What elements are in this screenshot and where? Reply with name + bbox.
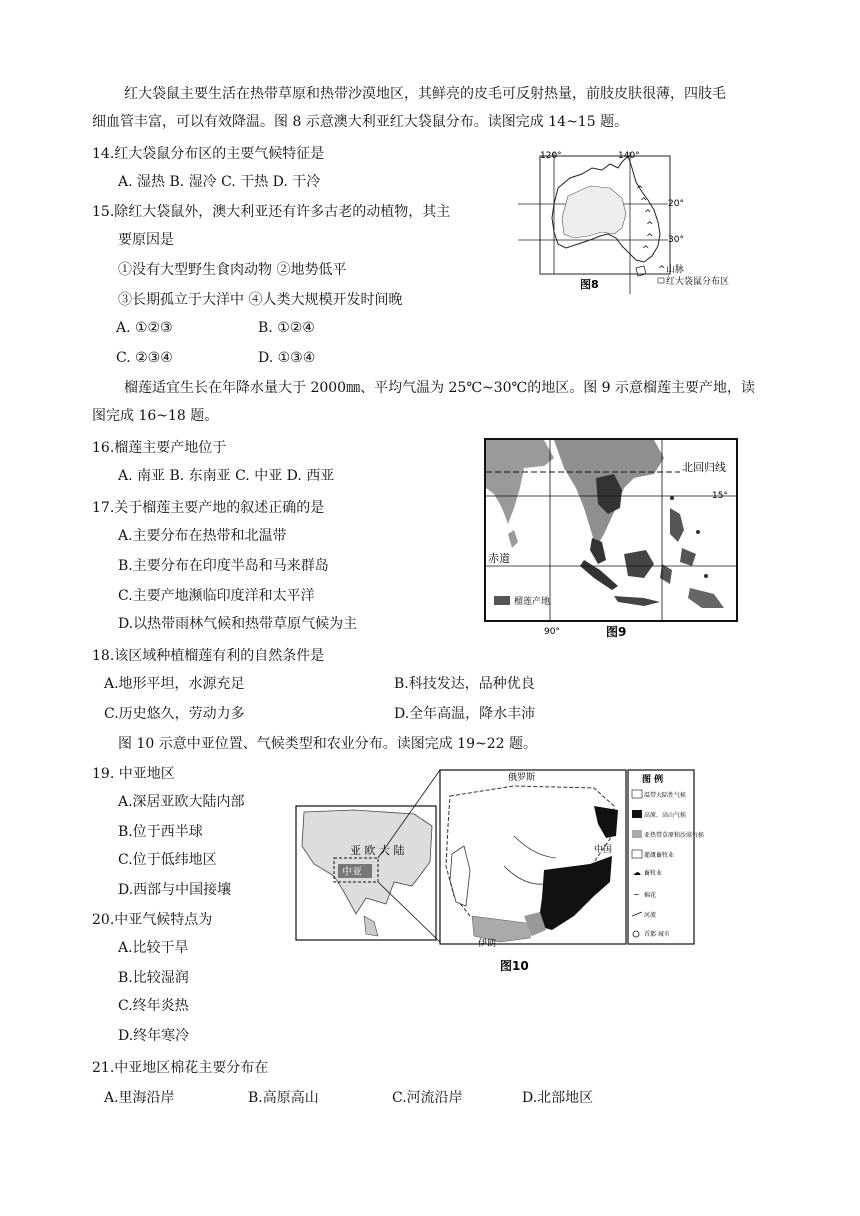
q21-option-c: C.河流沿岸 bbox=[392, 1090, 463, 1106]
fig9-legend-label: 榴莲产地 bbox=[514, 597, 551, 607]
fig10-legend-title: 图 例 bbox=[642, 775, 664, 785]
q17-stem: 17.关于榴莲主要产地的叙述正确的是 bbox=[92, 500, 325, 516]
fig8-lat-30: 30° bbox=[668, 235, 684, 245]
svg-text:^: ^ bbox=[640, 197, 648, 207]
fig9-caption: 图9 bbox=[606, 625, 627, 639]
fig8-legend-mountain-icon: ^ bbox=[658, 265, 666, 275]
figure-8-australia-map bbox=[518, 148, 754, 294]
figure-9-southeast-asia-map bbox=[484, 438, 740, 640]
svg-text:^: ^ bbox=[636, 185, 644, 195]
q18-option-b: B.科技发达，品种优良 bbox=[394, 676, 535, 692]
intro-19-22: 图 10 示意中亚位置、气候类型和农业分布。读图完成 19~22 题。 bbox=[118, 736, 537, 752]
q18-option-a: A.地形平坦，水源充足 bbox=[104, 676, 245, 692]
q18-stem: 18.该区域种植榴莲有利的自然条件是 bbox=[92, 648, 325, 664]
q17-option-a: A.主要分布在热带和北温带 bbox=[118, 528, 287, 544]
q20-option-a: A.比较干旱 bbox=[118, 940, 189, 956]
q17-option-d: D.以热带雨林气候和热带草原气候为主 bbox=[118, 616, 358, 632]
q16-options: A. 南亚 B. 东南亚 C. 中亚 D. 西亚 bbox=[118, 468, 335, 484]
fig9-lat-15: 15° bbox=[712, 491, 728, 501]
fig9-equator-label: 赤道 bbox=[488, 552, 510, 565]
fig8-lon-140: 140° bbox=[618, 151, 640, 161]
fig10-iran-label: 伊朗 bbox=[478, 939, 497, 949]
svg-text:^: ^ bbox=[646, 221, 654, 231]
fig10-legend-3: 灌溉畜牧业 bbox=[644, 852, 675, 859]
q17-option-c: C.主要产地濒临印度洋和太平洋 bbox=[118, 588, 315, 604]
q15-stem-line1: 15.除红大袋鼠外，澳大利亚还有许多古老的动植物，其主 bbox=[92, 204, 451, 220]
q19-option-d: D.西部与中国接壤 bbox=[118, 882, 232, 898]
svg-text:^: ^ bbox=[644, 209, 652, 219]
q18-option-d: D.全年高温，降水丰沛 bbox=[394, 706, 536, 722]
q15-option-b: B. ①②④ bbox=[258, 320, 315, 336]
q16-stem: 16.榴莲主要产地位于 bbox=[92, 440, 227, 456]
q19-option-a: A.深居亚欧大陆内部 bbox=[118, 794, 245, 810]
fig10-russia-label: 俄罗斯 bbox=[508, 773, 536, 783]
fig10-legend-cotton-icon: ∽ bbox=[633, 890, 640, 899]
figure-10-central-asia-map bbox=[294, 766, 705, 978]
fig9-lon-90: 90° bbox=[544, 627, 560, 637]
fig10-caption: 图10 bbox=[500, 959, 529, 973]
fig10-legend-5: 棉花 bbox=[644, 892, 657, 899]
fig8-legend-area: 红大袋鼠分布区 bbox=[666, 277, 730, 287]
q14-stem: 14.红大袋鼠分布区的主要气候特征是 bbox=[92, 146, 325, 162]
fig8-caption: 图8 bbox=[580, 278, 599, 291]
fig10-continent-label: 亚 欧 大 陆 bbox=[350, 844, 405, 857]
fig8-lon-120: 120° bbox=[540, 151, 562, 161]
q15-option-a: A. ①②③ bbox=[116, 320, 173, 336]
q21-stem: 21.中亚地区棉花主要分布在 bbox=[92, 1060, 269, 1076]
q20-option-d: D.终年寒冷 bbox=[118, 1028, 190, 1044]
fig10-legend-livestock-icon: ☁ bbox=[633, 868, 641, 877]
q21-option-b: B.高原高山 bbox=[248, 1090, 319, 1106]
q20-option-c: C.终年炎热 bbox=[118, 998, 189, 1014]
q15-item-line1: ①没有大型野生食肉动物 ②地势低平 bbox=[118, 262, 347, 278]
q15-option-d: D. ①③④ bbox=[258, 350, 316, 366]
fig9-tropic-label: 北回归线 bbox=[682, 461, 726, 474]
fig10-legend-2: 亚热带草原和沙漠气候 bbox=[644, 832, 705, 839]
intro-14-15-line2: 细血管丰富，可以有效降温。图 8 示意澳大利亚红大袋鼠分布。读图完成 14~15 题。 bbox=[92, 114, 629, 130]
q19-option-c: C.位于低纬地区 bbox=[118, 852, 217, 868]
q15-item-line2: ③长期孤立于大洋中 ④人类大规模开发时间晚 bbox=[118, 292, 403, 308]
q21-option-d: D.北部地区 bbox=[522, 1090, 594, 1106]
fig10-legend-6: 河流 bbox=[644, 912, 657, 919]
fig10-legend-0: 温带大陆性气候 bbox=[644, 792, 687, 799]
intro-16-18-line1: 榴莲适宜生长在年降水量大于 2000㎜、平均气温为 25℃~30℃的地区。图 9 示意榴莲主要产地，读 bbox=[124, 380, 756, 396]
q20-option-b: B.比较湿润 bbox=[118, 970, 189, 986]
q15-stem-line2: 要原因是 bbox=[118, 232, 174, 248]
fig10-legend-1: 高原、高山气候 bbox=[644, 812, 687, 819]
fig10-legend-7: 首都 城市 bbox=[644, 931, 670, 938]
svg-text:^: ^ bbox=[642, 245, 650, 255]
q19-option-b: B.位于西半球 bbox=[118, 824, 203, 840]
fig9-legend-swatch bbox=[494, 596, 510, 605]
q19-stem: 19. 中亚地区 bbox=[92, 766, 175, 782]
fig10-region-label: 中亚 bbox=[342, 867, 362, 878]
fig10-legend-4: 畜牧业 bbox=[644, 870, 663, 877]
fig8-lat-20: 20° bbox=[668, 199, 684, 209]
intro-14-15-line1: 红大袋鼠主要生活在热带草原和热带沙漠地区，其鲜亮的皮毛可反射热量，前肢皮肤很薄，四肢毛 bbox=[124, 86, 726, 102]
fig10-china-label: 中国 bbox=[594, 845, 613, 855]
q14-options: A. 湿热 B. 湿冷 C. 干热 D. 干冷 bbox=[118, 174, 321, 190]
q17-option-b: B.主要分布在印度半岛和马来群岛 bbox=[118, 558, 329, 574]
q20-stem: 20.中亚气候特点为 bbox=[92, 912, 213, 928]
q15-option-c: C. ②③④ bbox=[116, 350, 173, 366]
fig8-legend-area-icon bbox=[658, 278, 664, 283]
fig8-legend-mountain: 山脉 bbox=[666, 265, 685, 275]
q21-option-a: A.里海沿岸 bbox=[104, 1090, 175, 1106]
svg-text:^: ^ bbox=[646, 233, 654, 243]
q18-option-c: C.历史悠久，劳动力多 bbox=[104, 706, 245, 722]
intro-16-18-line2: 图完成 16~18 题。 bbox=[92, 408, 219, 424]
